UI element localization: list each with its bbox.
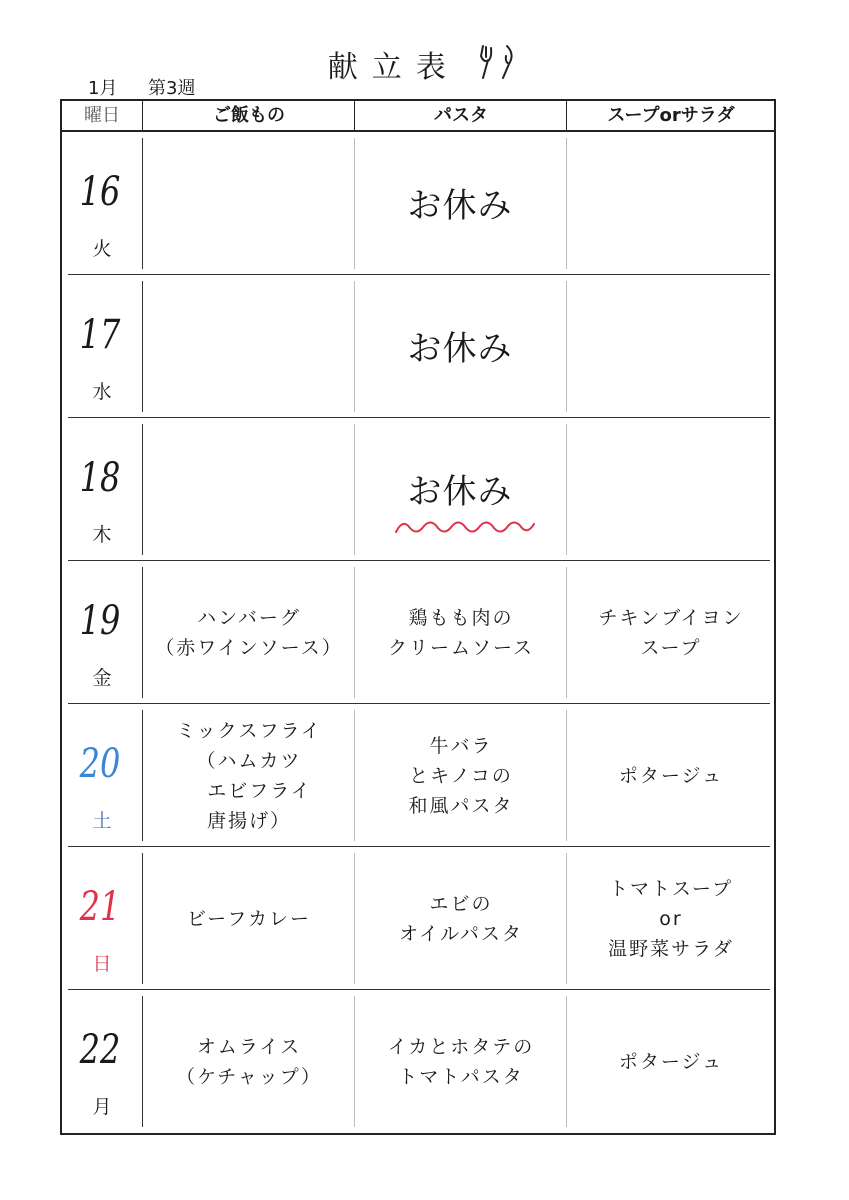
page-title xyxy=(0,44,849,93)
soup-dish: ポタージュ xyxy=(618,764,724,787)
day-number: 19 xyxy=(79,598,121,644)
day-number: 16 xyxy=(79,169,121,215)
table-row xyxy=(62,561,774,704)
day-number: 18 xyxy=(79,455,121,501)
weekday-label: 火 xyxy=(92,238,112,260)
fork-knife-icon xyxy=(477,44,521,93)
pasta-dish: イカとホタテの トマトパスタ xyxy=(387,1035,535,1088)
table-row xyxy=(62,704,774,847)
month-label: 1月 xyxy=(88,78,118,99)
holiday-label: お休み xyxy=(407,472,513,512)
table-row xyxy=(62,132,774,275)
table-row xyxy=(62,275,774,418)
day-number: 22 xyxy=(79,1027,121,1073)
rice-dish: ミックスフライ （ハムカツ エビフライ 唐揚げ） xyxy=(176,719,322,832)
soup-dish: チキンブイヨン スープ xyxy=(598,606,744,659)
weekday-label: 水 xyxy=(92,381,112,403)
pasta-dish: 牛バラ とキノコの 和風パスタ xyxy=(408,734,514,817)
weekday-label: 土 xyxy=(92,810,112,832)
pasta-dish: 鶏もも肉の クリームソース xyxy=(387,606,535,659)
table-row xyxy=(62,990,774,1133)
table-row xyxy=(62,418,774,561)
rice-dish: ハンバーグ （赤ワインソース） xyxy=(155,606,343,659)
pasta-dish: エビの オイルパスタ xyxy=(399,892,523,945)
weekday-label: 金 xyxy=(92,667,112,689)
header-soup-salad: スープorサラダ xyxy=(566,101,775,130)
soup-dish: トマトスープ or 温野菜サラダ xyxy=(608,877,734,960)
holiday-label: お休み xyxy=(407,329,513,369)
weekday-label: 日 xyxy=(92,953,112,975)
header-pasta: パスタ xyxy=(354,101,567,130)
week-label: 第3週 xyxy=(148,78,196,99)
title-text: 献立表 xyxy=(327,50,460,85)
rice-dish: ビーフカレー xyxy=(186,907,312,930)
rice-dish: オムライス （ケチャップ） xyxy=(176,1035,322,1088)
day-number: 20 xyxy=(79,741,121,787)
weekday-label: 木 xyxy=(92,524,112,546)
day-number: 17 xyxy=(79,312,121,358)
holiday-label: お休み xyxy=(407,186,513,226)
header-weekday: 曜日 xyxy=(84,105,120,126)
table-header xyxy=(62,101,774,132)
day-number: 21 xyxy=(79,884,121,930)
soup-dish: ポタージュ xyxy=(618,1050,724,1073)
header-rice: ご飯もの xyxy=(142,101,355,130)
menu-table xyxy=(60,99,776,1135)
weekday-label: 月 xyxy=(92,1096,112,1118)
table-row xyxy=(62,847,774,990)
wavy-underline xyxy=(394,516,536,538)
